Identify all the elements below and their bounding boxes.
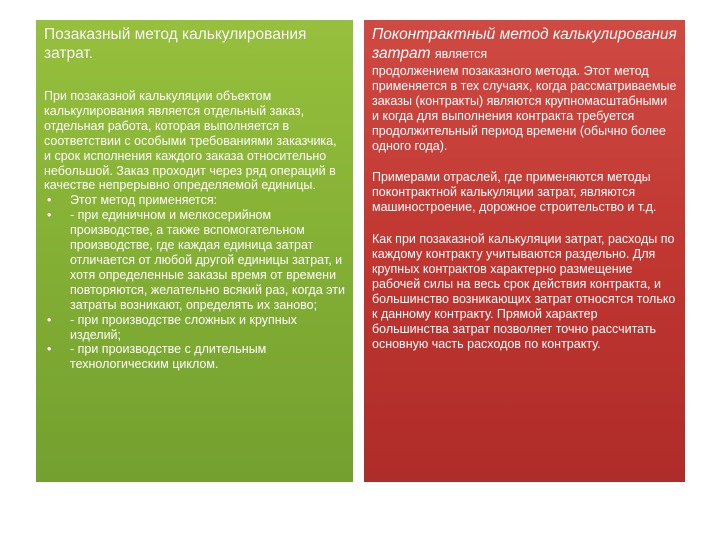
left-panel-bullet-list xyxy=(44,193,345,372)
bullet-icon: • xyxy=(47,342,52,357)
list-item-text: - при единичном и мелкосерийном производстве, а также вспомогательном производстве, где каждая единица затрат отличается от любой другой единицы затрат, и хотя определенные заказы время от времени повторяются, желательно всякий раз, когда эти затраты возникают, определять их заново; xyxy=(70,208,345,312)
left-panel-order-costing xyxy=(36,20,353,482)
right-panel-title-suffix: является xyxy=(434,47,488,61)
right-panel-title-text: Поконтрактный метод калькулирования затрат xyxy=(372,26,677,62)
right-panel-paragraph-3: Как при позаказной калькуляции затрат, расходы по каждому контракту учитываются раздельно. Для крупных контрактов характерно размещение рабочей силы на весь срок действия контракта, и большинство возникающих затрат относятся только к данному контракту. Прямой характер большинства затрат позволяет точно рассчитать основную часть расходов по контракту. xyxy=(372,232,676,351)
list-item xyxy=(44,208,345,312)
right-panel-paragraph-2: Примерами отраслей, где применяются методы поконтрактной калькуляции затрат, являются машиностроение, дорожное строительство и т.д. xyxy=(372,170,657,215)
right-panel-paragraph-1: продолжением позаказного метода. Этот метод применяется в тех случаях, когда рассматриваемые заказы (контракты) являются крупномасштабными и когда для выполнения контракта требуется продолжительный период времени (обычно более одного года). xyxy=(372,64,677,153)
list-item-text: - при производстве сложных и крупных изделий; xyxy=(70,312,297,342)
list-item-text: Этот метод применяется: xyxy=(70,193,218,208)
right-panel-title xyxy=(372,25,677,64)
right-panel-contract-costing xyxy=(364,20,685,482)
list-item xyxy=(44,193,345,208)
list-item-text: - при производстве с длительным технологическим циклом. xyxy=(70,342,267,372)
left-panel-paragraph: При позаказной калькуляции объектом калькулирования является отдельный заказ, отдельная работа, которая выполняется в соответствии с особыми требованиями заказчика, и срок исполнения каждого заказа относительно небольшой. Заказ проходит через ряд операций в качестве непрерывно определяемой единицы. xyxy=(44,89,337,193)
list-item xyxy=(44,342,345,372)
bullet-icon: • xyxy=(47,208,52,223)
list-item xyxy=(44,313,345,343)
bullet-icon: • xyxy=(47,312,52,327)
bullet-icon: • xyxy=(47,193,52,208)
left-panel-title: Позаказный метод калькулирования затрат. xyxy=(44,26,307,62)
